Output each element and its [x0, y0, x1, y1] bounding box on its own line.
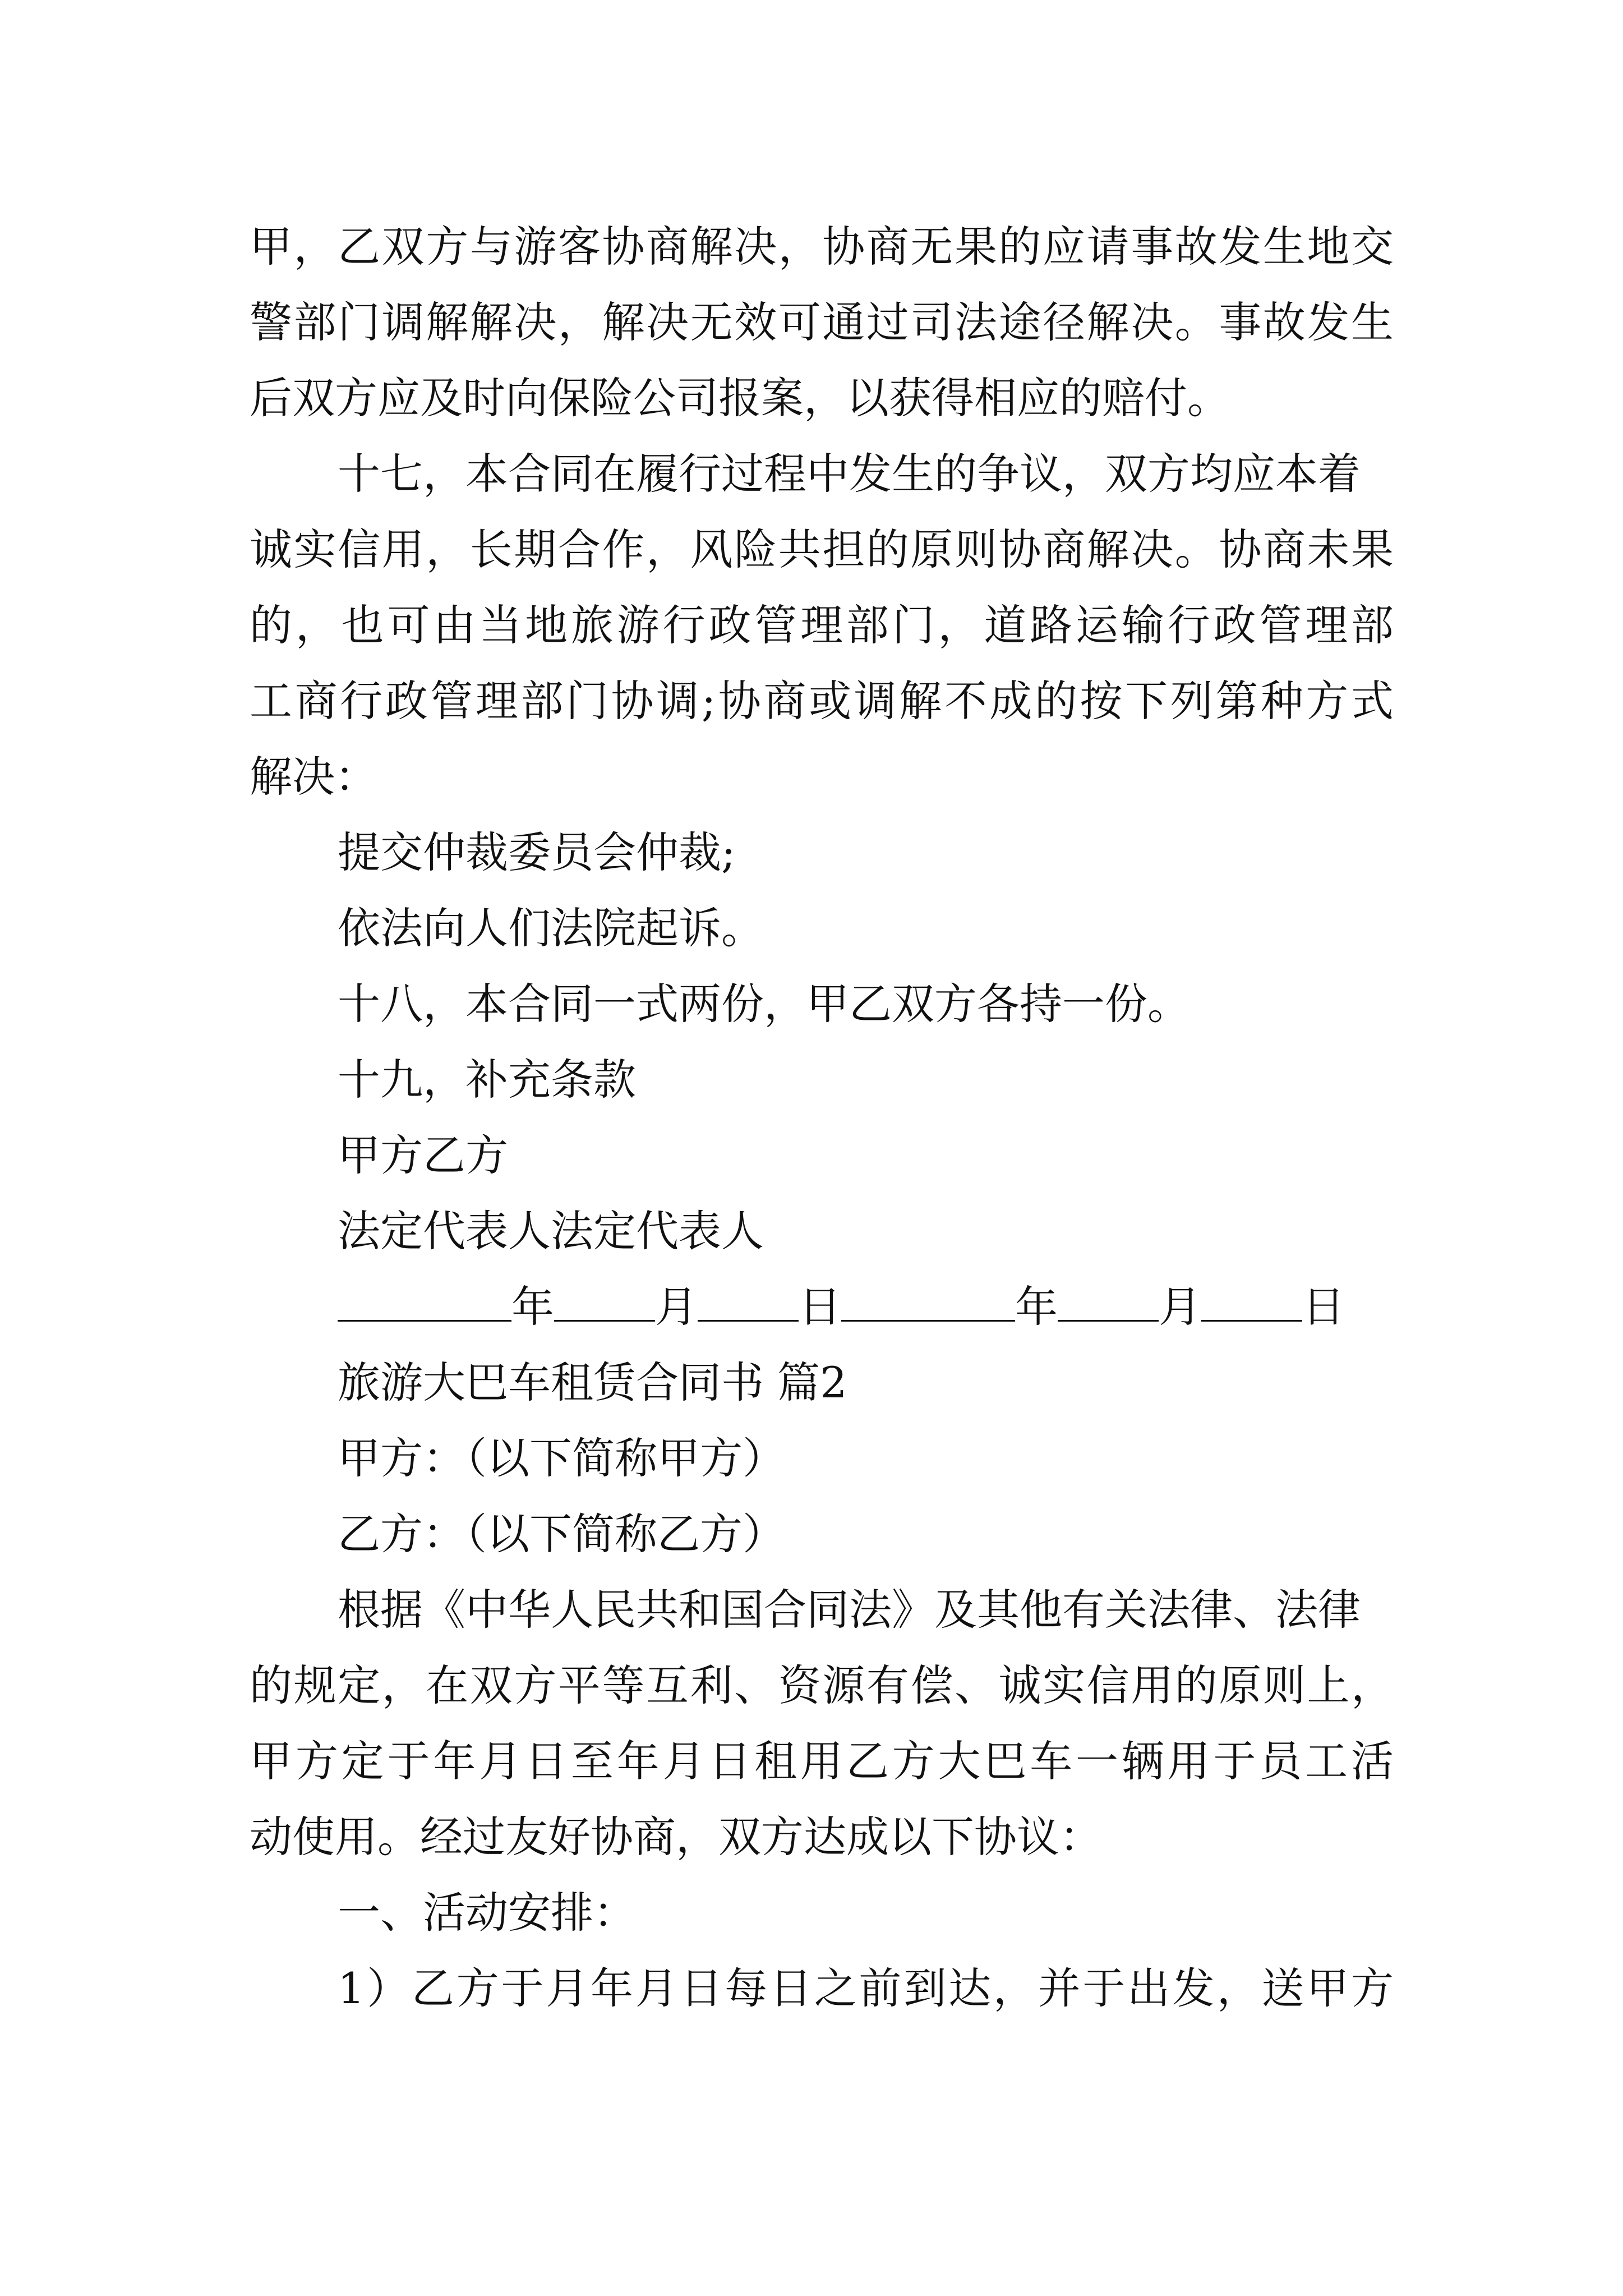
activity-item-line: 1）乙方于月年月日每日之前到达，并于出发，送甲方 [338, 1963, 1394, 2013]
party-a-line: 甲方：（以下简称甲方） [338, 1433, 785, 1483]
activity-heading: 一、活动安排： [338, 1888, 636, 1938]
clause-18-line: 十八，本合同一式两份，甲乙双方各持一份。 [338, 979, 1190, 1029]
blank-underline [1201, 1274, 1302, 1322]
day-label: 日 [799, 1282, 841, 1332]
paragraph-line: 工商行政管理部门协调;协商或调解不成的按下列第种方式 [250, 676, 1394, 726]
option-line: 依法向人们法院起诉。 [338, 903, 764, 953]
paragraph-line: 根据《中华人民共和国合同法》及其他有关法律、法律 [338, 1585, 1361, 1635]
blank-underline [1058, 1274, 1159, 1322]
section-title: 旅游大巴车租赁合同书 篇2 [338, 1358, 847, 1407]
year-label: 年 [1015, 1282, 1058, 1332]
paragraph-line: 诚实信用，长期合作，风险共担的原则协商解决。协商未果 [250, 524, 1394, 574]
paragraph-line: 甲方定于年月日至年月日租用乙方大巴车一辆用于员工活 [250, 1736, 1394, 1786]
date-signature-line [338, 1268, 1482, 1346]
paragraph-line: 动使用。经过友好协商，双方达成以下协议： [250, 1812, 1102, 1862]
paragraph-line: 的，也可由当地旅游行政管理部门，道路运输行政管理部 [250, 600, 1394, 650]
paragraph-line: 解决： [250, 752, 377, 802]
party-label-line: 甲方乙方 [338, 1130, 508, 1180]
blank-underline [841, 1274, 1015, 1322]
paragraph-line: 后双方应及时向保险公司报案，以获得相应的赔付。 [250, 373, 1230, 423]
clause-19-line: 十九，补充条款 [338, 1055, 636, 1105]
blank-underline [338, 1274, 511, 1322]
paragraph-line: 甲，乙双方与游客协商解决，协商无果的应请事故发生地交 [250, 222, 1394, 272]
blank-underline [554, 1274, 655, 1322]
party-b-line: 乙方：（以下简称乙方） [338, 1509, 785, 1559]
option-line: 提交仲裁委员会仲裁; [338, 827, 736, 877]
month-label: 月 [655, 1282, 698, 1332]
paragraph-line: 警部门调解解决，解决无效可通过司法途径解决。事故发生 [250, 297, 1394, 347]
representative-line: 法定代表人法定代表人 [338, 1206, 764, 1256]
month-label: 月 [1159, 1282, 1201, 1332]
blank-underline [698, 1274, 799, 1322]
paragraph-line: 的规定，在双方平等互利、资源有偿、诚实信用的原则上， [250, 1660, 1394, 1710]
year-label: 年 [511, 1282, 554, 1332]
clause-17-line: 十七，本合同在履行过程中发生的争议，双方均应本着 [338, 449, 1361, 499]
day-label: 日 [1302, 1282, 1345, 1332]
